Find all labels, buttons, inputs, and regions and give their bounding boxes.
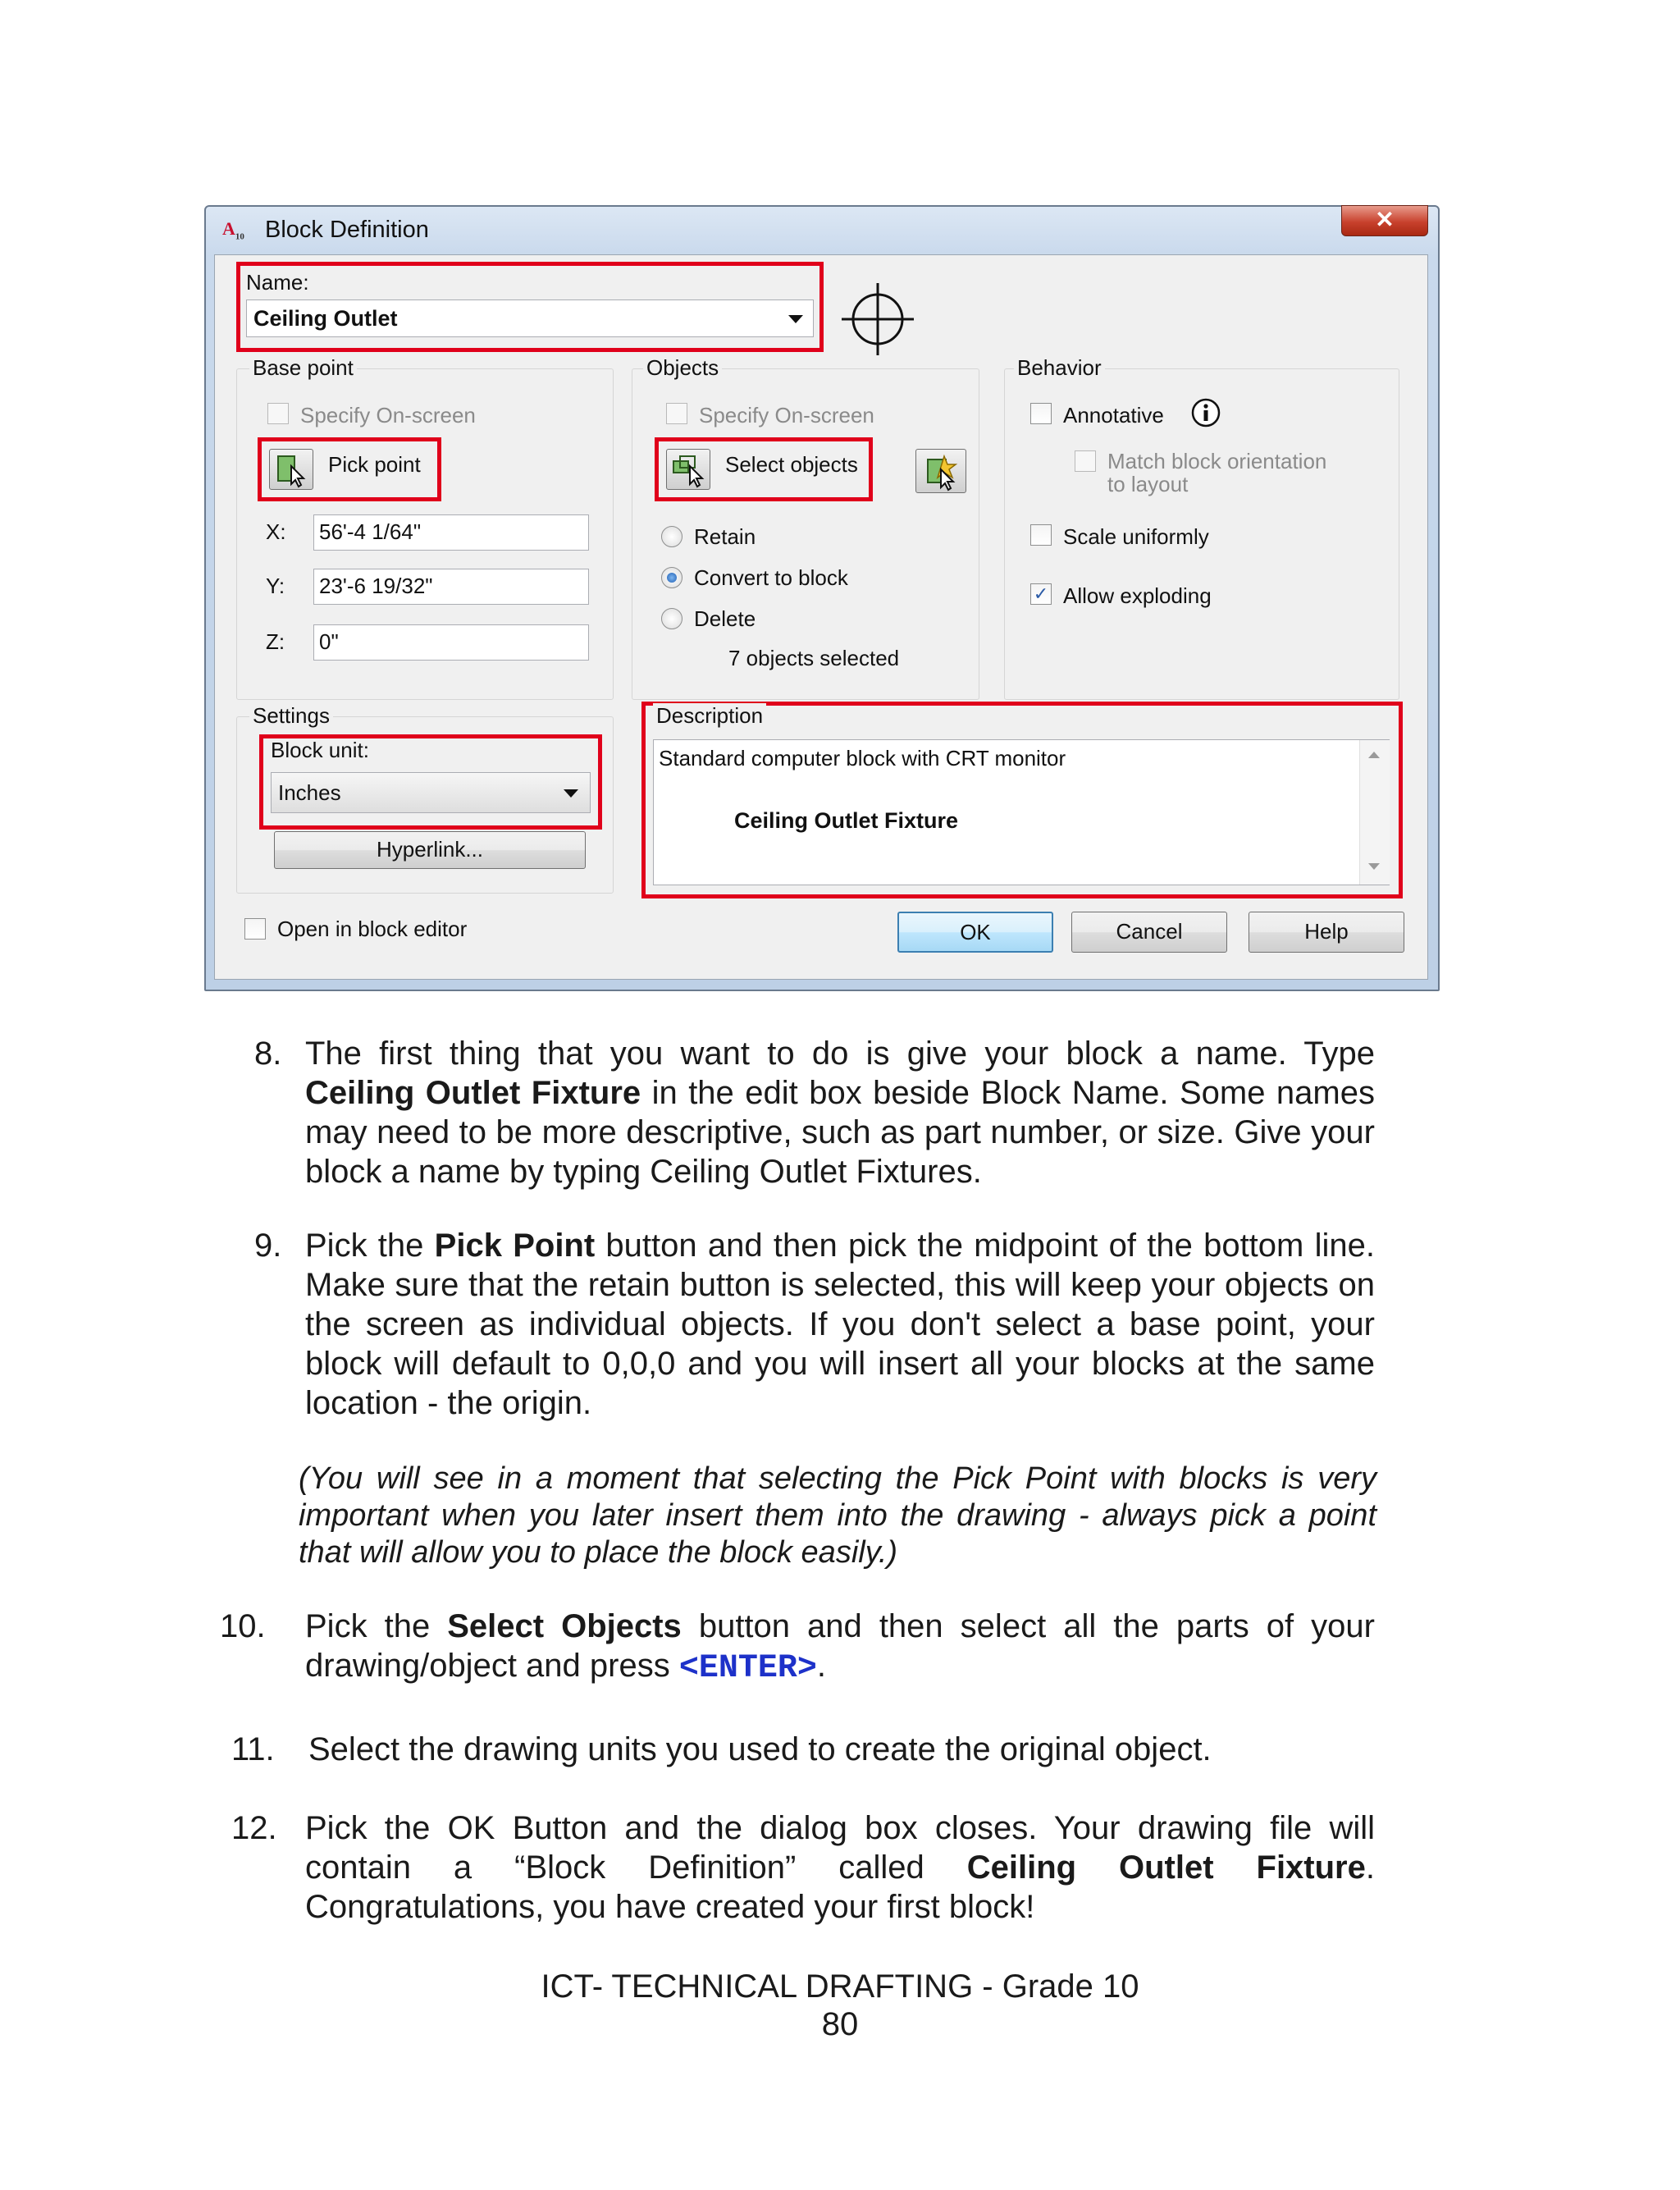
autocad-icon: $A_{10}$ <box>222 218 244 242</box>
allow-exploding-checkbox[interactable]: ✓ <box>1030 583 1052 605</box>
description-textarea[interactable] <box>653 739 1390 885</box>
block-unit-value: Inches <box>278 780 341 805</box>
block-unit-label: Block unit: <box>271 738 369 762</box>
crosshair-preview-icon <box>838 280 917 359</box>
name-label: Name: <box>246 270 309 295</box>
description-overlay-text: Ceiling Outlet Fixture <box>734 808 959 833</box>
objects-specify-on-screen-checkbox[interactable] <box>666 403 687 424</box>
ok-button[interactable]: OK <box>897 912 1053 953</box>
annotative-checkbox[interactable] <box>1030 403 1052 424</box>
objects-specify-on-screen-label: Specify On-screen <box>699 403 874 427</box>
scroll-down-icon[interactable] <box>1368 863 1380 870</box>
open-in-block-editor-checkbox[interactable] <box>244 918 266 940</box>
step-8-text: The first thing that you want to do is give your block a name. Type Ceiling Outlet Fixture in the edit box beside Block Name. Some names may need to be more descriptive, such as part number, or size. Give your block a name by typing Ceiling Outlet Fixtures. <box>305 1036 1375 1190</box>
convert-to-block-radio[interactable] <box>661 567 682 588</box>
convert-to-block-label: Convert to block <box>694 565 848 590</box>
description-scrollbar[interactable] <box>1359 740 1390 885</box>
page-number: 80 <box>821 2006 859 2042</box>
step-9-number: 9. <box>254 1228 282 1264</box>
step-8-number: 8. <box>254 1036 282 1072</box>
quick-select-button[interactable] <box>915 449 966 493</box>
description-text: Standard computer block with CRT monitor <box>659 746 1066 770</box>
match-orientation-label: Match block orientation <box>1107 449 1327 473</box>
dialog-client-area <box>214 254 1428 980</box>
match-orientation-checkbox[interactable] <box>1075 450 1096 472</box>
title-bar <box>206 207 1438 254</box>
dialog-title: Block Definition <box>265 217 429 243</box>
scroll-up-icon[interactable] <box>1368 752 1380 758</box>
pick-point-label[interactable]: Pick point <box>328 452 421 477</box>
step-12-text: Pick the OK Button and the dialog box closes. Your drawing file will contain a “Block Definition” called Ceiling Outlet Fixture. Congratulations, you have created your first block! <box>305 1810 1375 1925</box>
name-combobox[interactable] <box>246 299 814 337</box>
pick-point-note: (You will see in a moment that selecting the Pick Point with blocks is very important when you later insert them into the drawing - always pick a point that will allow you to place the block easily.) <box>299 1461 1376 1570</box>
retain-label: Retain <box>694 524 756 549</box>
cancel-button[interactable]: Cancel <box>1071 912 1227 953</box>
base-point-title: Base point <box>249 355 357 381</box>
pick-point-icon <box>270 450 313 489</box>
chevron-down-icon <box>788 315 803 323</box>
info-icon[interactable] <box>1189 396 1222 429</box>
objects-title: Objects <box>643 355 722 381</box>
x-label: X: <box>266 519 286 544</box>
step-10-text: Pick the Select Objects button and then select all the parts of your drawing/object and press <ENTER>. <box>305 1608 1375 1687</box>
chevron-down-icon <box>564 789 578 798</box>
delete-label: Delete <box>694 606 756 631</box>
match-orientation-label-2: to layout <box>1107 472 1189 496</box>
step-11-text: Select the drawing units you used to create the original object. <box>308 1731 1212 1767</box>
step-12-number: 12. <box>231 1810 277 1846</box>
delete-radio[interactable] <box>661 608 682 629</box>
select-objects-icon <box>667 450 710 489</box>
annotative-label: Annotative <box>1063 403 1164 427</box>
select-objects-label[interactable]: Select objects <box>725 452 858 477</box>
scale-uniformly-label: Scale uniformly <box>1063 524 1209 549</box>
close-button[interactable]: ✕ <box>1341 205 1428 236</box>
allow-exploding-label: Allow exploding <box>1063 583 1212 608</box>
block-definition-dialog <box>204 205 1440 991</box>
retain-radio[interactable] <box>661 526 682 547</box>
help-button[interactable]: Help <box>1249 912 1404 953</box>
step-11-number: 11. <box>231 1731 275 1767</box>
y-input[interactable]: 23'-6 19/32" <box>313 569 589 605</box>
open-in-block-editor-label: Open in block editor <box>277 917 468 941</box>
step-9-text: Pick the Pick Point button and then pick the midpoint of the bottom line. Make sure that the retain button is selected, this will keep your objects on the screen as individual objects. If you don't select a base point, your block will default to 0,0,0 and you will insert all your blocks at the same location - the origin. <box>305 1228 1375 1421</box>
settings-title: Settings <box>249 703 333 729</box>
objects-selected-count: 7 objects selected <box>728 646 900 670</box>
hyperlink-button[interactable]: Hyperlink... <box>274 831 586 869</box>
y-label: Y: <box>266 574 285 598</box>
specify-on-screen-checkbox[interactable] <box>267 403 289 424</box>
specify-on-screen-label: Specify On-screen <box>300 403 476 427</box>
scale-uniformly-checkbox[interactable] <box>1030 524 1052 546</box>
behavior-title: Behavior <box>1014 355 1105 381</box>
step-10-number: 10. <box>220 1608 266 1644</box>
name-value: Ceiling Outlet <box>253 306 398 331</box>
select-objects-icon-button[interactable] <box>666 449 710 490</box>
z-input[interactable]: 0" <box>313 624 589 661</box>
footer-course: ICT- TECHNICAL DRAFTING - Grade 10 <box>541 1968 1139 2005</box>
quick-select-icon <box>916 450 966 492</box>
description-title: Description <box>653 703 766 729</box>
z-label: Z: <box>266 629 285 654</box>
x-input[interactable]: 56'-4 1/64" <box>313 514 589 551</box>
pick-point-icon-button[interactable] <box>269 449 313 490</box>
block-unit-dropdown[interactable] <box>271 772 591 813</box>
